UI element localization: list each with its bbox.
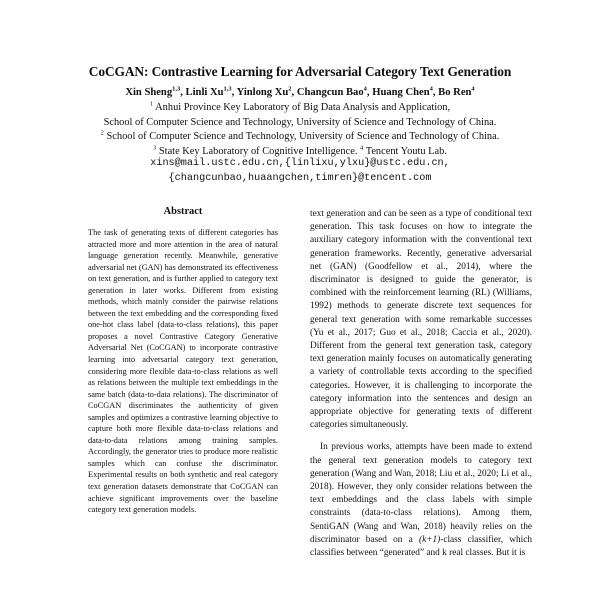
email-line-1: xins@mail.ustc.edu.cn,{linlixu,ylxu}@ustc.edu.cn, bbox=[150, 158, 450, 169]
abstract-heading: Abstract bbox=[163, 206, 203, 217]
affiliations bbox=[20, 101, 580, 159]
author: Yinlong Xu$^2$ bbox=[236, 85, 292, 98]
author: Bo Ren$^4$ bbox=[438, 85, 475, 98]
affiliation-3-4: $^3$ State Key Laboratory of Cognitive Intelligence. $^4$ Tencent Youtu Lab. bbox=[153, 144, 447, 157]
affiliation-1-line-1: $^1$ Anhui Province Key Laboratory of Big Data Analysis and Application, bbox=[149, 100, 451, 113]
author-list: Xin Sheng$^{1,3}$, Linli Xu$^{1,3}$, Yinlong Xu$^2$, Changcun Bao$^4$, Huang Chen$^4$, Bo Ren$^4$ bbox=[125, 85, 475, 98]
affiliation-2: $^2$ School of Computer Science and Technology, University of Science and Technology of China. bbox=[100, 129, 500, 143]
body-paragraph-2: In previous works, attempts have been made to extend the general text generation models to category text generation (Wang and Wan, 2018; Liu et al., 2020; Li et al., 2018). However, they only consider relations between the text embeddings and the class labels with simple constraints (data-to-class relations). Among them, SentiGAN (Wang and Wan, 2018) heavily relies on the discriminator based on a (k+1)-class classifier, which classifies between “generated” and k real classes. But it is bbox=[310, 442, 533, 559]
author-emails bbox=[40, 156, 560, 186]
math-expression: (k+1) bbox=[418, 534, 441, 545]
right-column bbox=[310, 208, 532, 560]
author: Xin Sheng$^{1,3}$ bbox=[125, 85, 181, 98]
author: Changcun Bao$^4$ bbox=[296, 85, 367, 98]
author: Linli Xu$^{1,3}$ bbox=[185, 85, 232, 98]
paper-title: CoCGAN: Contrastive Learning for Adversarial Category Text Generation bbox=[88, 64, 512, 79]
author: Huang Chen$^4$ bbox=[372, 85, 433, 98]
email-line-2: {changcunbao,huaangchen,timren}@tencent.com bbox=[168, 173, 432, 184]
body-paragraph-1: text generation and can be seen as a type of conditional text generation. This task focuses on how to integrate the auxiliary category information with the conventional text generation frameworks. Recently, generative adversarial net (GAN) (Goodfellow et al., 2014), where the discriminator is designed to guide the generator, is combined with the reinforcement learning (RL) (Williams, 1992) methods to generate discrete text sequences for general text generation with some remarkable successes (Yu et al., 2017; Guo et al., 2018; Caccia et al., 2020). Different from the general text generation task, category text generation mainly focuses on automatically generating a variety of controllable texts according to the specified categories. However, it is challenging to incorporate the category information into the sentences and design an appropriate objective for generating texts of different categories simultaneously. bbox=[310, 209, 532, 431]
abstract-body: The task of generating texts of different categories has attracted more and more attention in the area of natural language generation recently. Meanwhile, generative adversarial net (GAN) has demonstrated its effectiveness on text generation, and is further applied to category text generation in later works. Different from existing methods, which mainly consider the pairwise relations between the text embedding and the corresponding fixed one-hot class label (data-to-class relations), this paper proposes a novel Contrastive Category Generative Adversarial Net (CoCGAN) to incorporate contrastive learning into adversarial category text generation, considering more flexible data-to-class relations as well as relations between the multiple text embeddings in the same batch (data-to-data relations). The discriminator of CoCGAN discriminates the authenticity of given samples and optimizes a contrastive learning objective to capture both more flexible data-to-class relations and data-to-data relations among training samples. Accordingly, the generator tries to produce more realistic samples which can confuse the discriminator. Experimental results on both synthetic and real category text generation datasets demonstrate that CoCGAN can achieve significant improvements over the baseline category text generation models. bbox=[88, 228, 278, 515]
affiliation-1-line-2: School of Computer Science and Technology, University of Science and Technology of China. bbox=[103, 116, 497, 128]
